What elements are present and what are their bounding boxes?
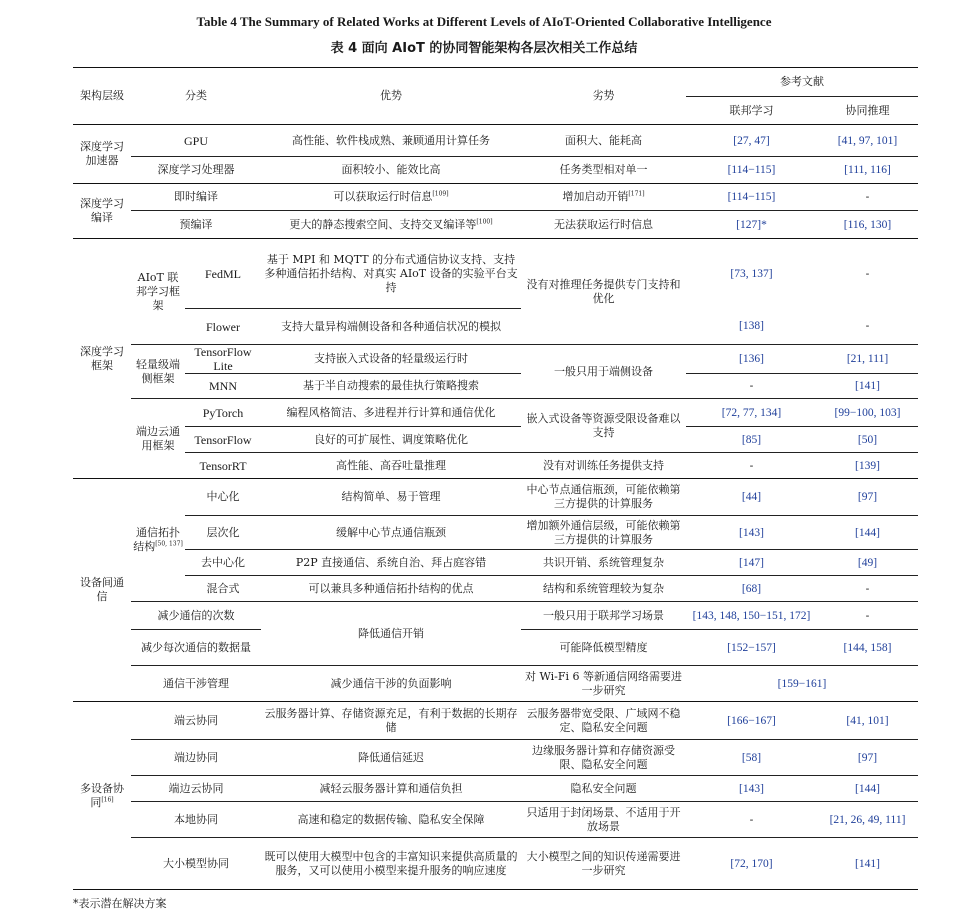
cat-cell: TensorFlow Lite [185, 345, 261, 374]
table-row [73, 157, 918, 184]
cons-cell: 任务类型相对单一 [559, 163, 648, 176]
ci-ref-cell: - [817, 239, 918, 309]
cat-cell: 大小模型协同 [131, 838, 261, 890]
table-row [73, 576, 918, 602]
cons-cell: 一般只用于联邦学习场景 [521, 602, 686, 630]
level-accel: 深度学习加速器 [80, 140, 124, 167]
cat-cell: 端边协同 [131, 740, 261, 776]
fl-ref-cell: [166−167] [686, 702, 817, 740]
cat-cell: 端云协同 [131, 702, 261, 740]
ci-ref-cell: [49] [817, 550, 918, 576]
cons-cell: 共识开销、系统管理复杂 [521, 550, 686, 576]
pros-cell: 良好的可扩展性、调度策略优化 [261, 427, 521, 453]
ci-ref-cell: [50] [817, 427, 918, 453]
cat-cell: 中心化 [185, 479, 261, 516]
ci-ref-cell: [144] [817, 776, 918, 802]
cat-cell: GPU [131, 125, 261, 157]
pros-cell: 高速和稳定的数据传输、隐私安全保障 [261, 802, 521, 838]
cat-cell: 去中心化 [185, 550, 261, 576]
cat-cell: 端边云协同 [131, 776, 261, 802]
cat-cell: 减少每次通信的数据量 [131, 630, 261, 666]
table-title-en: Table 4 The Summary of Related Works at Different Levels of AIoT-Oriented Collaborative Intelligence [196, 14, 772, 29]
cons-cell: 可能降低模型精度 [521, 630, 686, 666]
level-compile: 深度学习编译 [73, 184, 131, 239]
pros-cell: 减轻云服务器计算和通信负担 [261, 776, 521, 802]
cons-cell: 对 Wi-Fi 6 等新通信网络需要进一步研究 [525, 669, 682, 697]
group-cloud-framework: 端边云通用框架 [131, 399, 185, 479]
pros-cell: 基于半自动搜索的最佳执行策略搜索 [303, 379, 479, 392]
ci-ref-cell: [41, 101] [817, 702, 918, 740]
cons-cell: 边缘服务器计算和存储资源受限、隐私安全问题 [521, 740, 686, 776]
fl-ref-cell: [143, 148, 150−151, 172] [686, 602, 817, 630]
ci-ref-cell: [144, 158] [817, 630, 918, 666]
ci-ref-cell: [97] [817, 479, 918, 516]
pros-cell: 降低通信延迟 [261, 740, 521, 776]
level-multi: 多设备协同[16] [73, 702, 131, 890]
fl-ref-cell: [44] [686, 479, 817, 516]
cat-cell: 即时编译 [131, 184, 261, 211]
pros-cell: 高性能、软件栈成熟、兼顾通用计算任务 [261, 125, 521, 157]
fl-ref-cell: [127]* [736, 218, 767, 231]
pros-cell: 可以获取运行时信息[109] [261, 184, 521, 211]
ci-ref-cell: [139] [855, 459, 880, 472]
pros-cell: 云服务器计算、存储资源充足，有利于数据的长期存储 [261, 702, 521, 740]
table-row [73, 479, 918, 516]
cons-cell: 只适用于封闭场景、不适用于开放场景 [521, 802, 686, 838]
cat-cell: 本地协同 [131, 802, 261, 838]
fl-ref-cell: [114−115] [727, 164, 776, 176]
table-row [73, 453, 918, 479]
table-row [73, 125, 918, 157]
pros-cell: 支持大量异构端侧设备和各种通信状况的模拟 [281, 319, 501, 333]
cons-cell: 没有对推理任务提供专门支持和优化 [521, 239, 686, 345]
fl-ref-cell: [73, 137] [686, 239, 817, 309]
fl-ref-cell: [27, 47] [686, 125, 817, 157]
table-row [73, 516, 918, 550]
table-row [73, 740, 918, 776]
header-row [73, 68, 918, 97]
pros-cell: 降低通信开销 [261, 602, 521, 666]
ci-ref-cell: [144] [817, 516, 918, 550]
ci-ref-cell: - [865, 319, 870, 333]
cat-cell: TensorFlow [185, 427, 261, 453]
ci-ref-cell: [97] [817, 740, 918, 776]
pros-cell: 编程风格简洁、多进程并行计算和通信优化 [261, 399, 521, 427]
cat-cell: 减少通信的次数 [131, 602, 261, 630]
fl-ref-cell: [147] [686, 550, 817, 576]
table-row [73, 374, 918, 399]
table-row [73, 211, 918, 239]
ci-ref-cell: - [865, 581, 870, 595]
pros-cell: 结构简单、易于管理 [261, 479, 521, 516]
fl-ref-cell: [114−115] [686, 184, 817, 211]
ref-cell: [159−161] [777, 677, 827, 690]
group-edge-framework: 轻量级端侧框架 [131, 345, 185, 399]
level-comm: 设备间通信 [73, 479, 131, 702]
ci-ref-cell: [99−100, 103] [817, 399, 918, 427]
pros-cell: 更大的静态搜索空间、支持交叉编译等[100] [289, 217, 493, 231]
group-topology: 通信拓扑结构[50, 137] [131, 479, 185, 602]
header-cons: 劣势 [521, 68, 686, 125]
fl-ref-cell: [72, 170] [686, 838, 817, 890]
ci-ref-cell: [111, 116] [844, 164, 891, 176]
ci-ref-cell: [116, 130] [843, 218, 892, 231]
pros-cell: P2P 直接通信、系统自治、拜占庭容错 [261, 550, 521, 576]
ci-ref-cell: - [817, 602, 918, 630]
pros-cell: 支持嵌入式设备的轻量级运行时 [261, 345, 521, 374]
ci-ref-cell: [21, 111] [817, 345, 918, 374]
table-row [73, 702, 918, 740]
cons-cell: 没有对训练任务提供支持 [543, 458, 664, 472]
cat-cell: 通信干涉管理 [163, 676, 229, 690]
header-fl: 联邦学习 [686, 97, 817, 125]
table-row [73, 239, 918, 309]
table-row [73, 802, 918, 838]
cat-cell: 预编译 [179, 217, 213, 231]
table-row [73, 427, 918, 453]
pros-cell: 基于 MPI 和 MQTT 的分布式通信协议支持、支持多种通信拓扑结构、对真实 AIoT 设备的实验平台支持 [261, 239, 521, 309]
cons-cell: 云服务器带宽受限、广域网不稳定、隐私安全问题 [521, 702, 686, 740]
table-row [73, 602, 918, 630]
fl-ref-cell: [68] [741, 582, 762, 595]
cat-cell: MNN [208, 379, 237, 393]
cons-cell: 增加启动开销[171] [521, 184, 686, 211]
ci-ref-cell: [41, 97, 101] [817, 125, 918, 157]
cons-cell: 增加额外通信层级，可能依赖第三方提供的计算服务 [521, 516, 686, 550]
ci-ref-cell: [21, 26, 49, 111] [817, 802, 918, 838]
table-row [73, 550, 918, 576]
ci-ref-cell: - [817, 184, 918, 211]
cat-cell: FedML [185, 239, 261, 309]
cat-cell: 混合式 [206, 581, 240, 595]
pros-cell: 缓解中心节点通信瓶颈 [261, 516, 521, 550]
cat-cell: 层次化 [185, 516, 261, 550]
header-ci: 协同推理 [817, 97, 918, 125]
footnote: *表示潜在解决方案 [73, 897, 167, 910]
cons-cell: 一般只用于端侧设备 [521, 345, 686, 399]
ci-ref-cell: [141] [855, 380, 880, 392]
cat-cell: TensorRT [199, 458, 247, 473]
fl-ref-cell: [72, 77, 134] [686, 399, 817, 427]
fl-ref-cell: [143] [686, 516, 817, 550]
summary-table [73, 67, 918, 890]
cat-cell: Flower [206, 319, 240, 334]
fl-ref-cell: [58] [686, 740, 817, 776]
fl-ref-cell: - [749, 379, 754, 392]
fl-ref-cell: - [749, 458, 754, 472]
cons-cell: 嵌入式设备等资源受限设备难以支持 [521, 399, 686, 453]
pros-cell: 减少通信干涉的负面影响 [330, 676, 452, 690]
fl-ref-cell: - [686, 802, 817, 838]
cons-cell: 结构和系统管理较为复杂 [543, 581, 664, 595]
cons-cell: 无法获取运行时信息 [554, 217, 653, 231]
fl-ref-cell: [143] [686, 776, 817, 802]
header-pros: 优势 [261, 68, 521, 125]
table-row [73, 776, 918, 802]
table-row [73, 309, 918, 345]
cons-cell: 大小模型之间的知识传递需要进一步研究 [521, 838, 686, 890]
pros-cell: 可以兼具多种通信拓扑结构的优点 [308, 581, 474, 595]
pros-cell: 面积较小、能效比高 [341, 163, 441, 176]
level-framework: 深度学习框架 [73, 239, 131, 479]
table-row [73, 184, 918, 211]
header-category: 分类 [131, 68, 261, 125]
table-row [73, 666, 918, 702]
header-level: 架构层级 [73, 68, 131, 125]
pros-cell: 高性能、高吞吐量推理 [336, 458, 446, 472]
fl-ref-cell: [152−157] [686, 630, 817, 666]
cons-cell: 隐私安全问题 [521, 776, 686, 802]
table-row [73, 345, 918, 374]
fl-ref-cell: [136] [686, 345, 817, 374]
fl-ref-cell: [85] [686, 427, 817, 453]
table-row [73, 399, 918, 427]
table-row [73, 838, 918, 890]
group-fl-framework: AIoT 联邦学习框架 [131, 239, 185, 345]
cat-cell: PyTorch [185, 399, 261, 427]
cat-cell: 深度学习处理器 [157, 163, 235, 176]
ci-ref-cell: [141] [817, 838, 918, 890]
pros-cell: 既可以使用大模型中包含的丰富知识来提供高质量的服务，又可以使用小模型来提升服务的响应速度 [261, 838, 521, 890]
cons-cell: 面积大、能耗高 [521, 125, 686, 157]
header-refs: 参考文献 [686, 68, 918, 97]
table-title-zh: 表 4 面向 AIoT 的协同智能架构各层次相关工作总结 [330, 41, 638, 56]
fl-ref-cell: [138] [739, 320, 764, 333]
cons-cell: 中心节点通信瓶颈，可能依赖第三方提供的计算服务 [521, 479, 686, 516]
